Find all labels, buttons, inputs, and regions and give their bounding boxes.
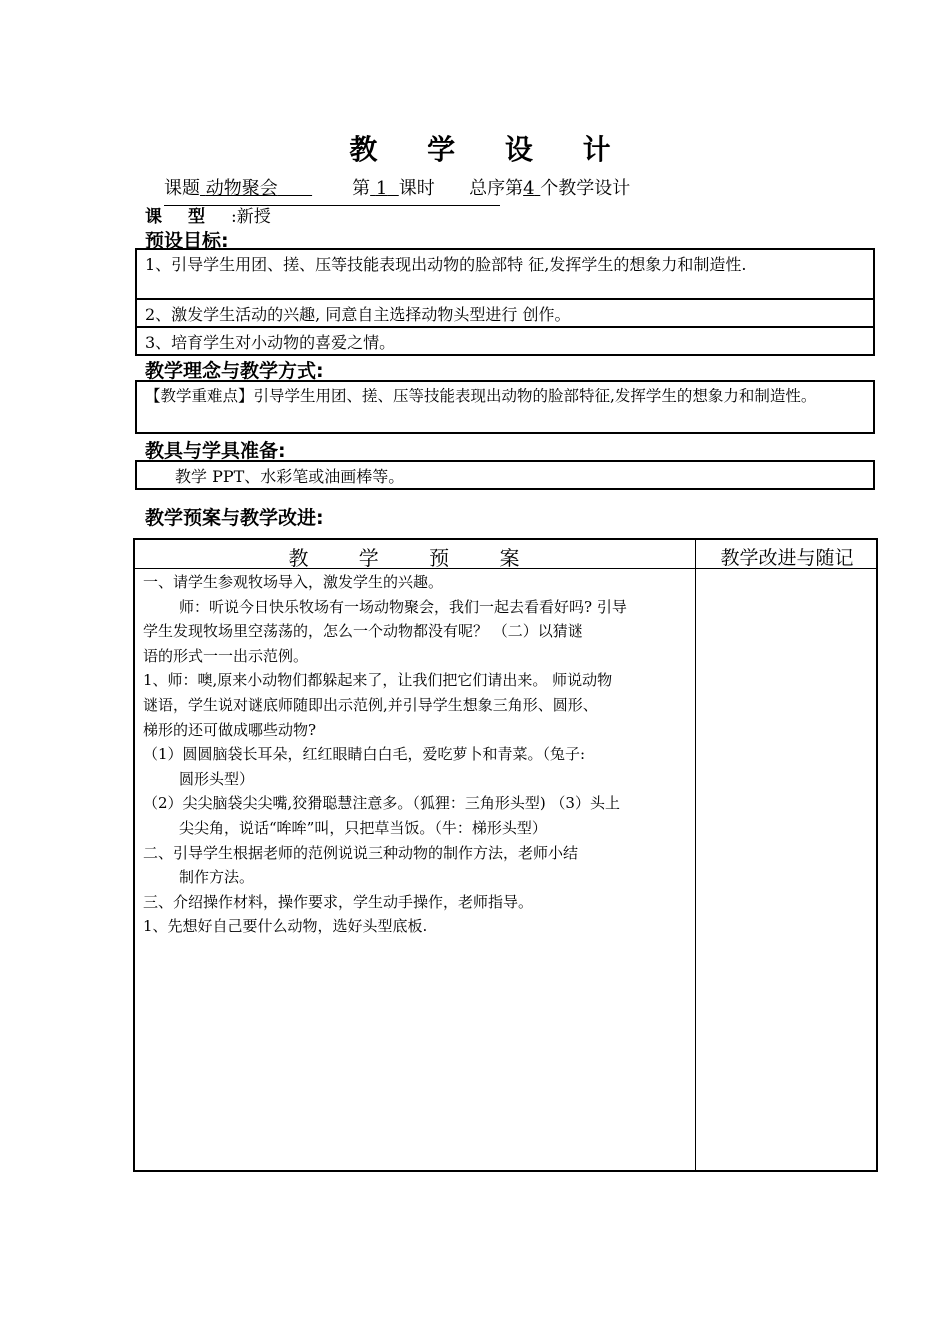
plan-line: 谜语，学生说对谜底师随即出示范例,并引导学生想象三角形、圆形、 [143,695,598,714]
plan-table [133,538,878,1172]
lesson-type [145,202,271,227]
philosophy-text: 【教学重难点】引导学生用团、搓、压等技能表现出动物的脸部特征,发挥学生的想象力和制造性。 [145,387,817,405]
plan-heading: 教学预案与教学改进: [145,507,324,529]
topic-label: 课题 [164,178,200,199]
plan-line: 二、引导学生根据老师的范例说说三种动物的制作方法，老师小结 [143,843,579,862]
plan-line: 1、先想好自己要什么动物，选好头型底板. [143,917,428,936]
goals-box [135,248,875,356]
plan-line: 语的形式一一出示范例。 [143,646,309,665]
philosophy-box [135,380,875,434]
plan-line: 1、师：噢,原来小动物们都躲起来了，让我们把它们请出来。 师说动物 [143,671,613,690]
goals-heading: 预设目标: [145,230,229,252]
plan-line: 制作方法。 [179,868,255,887]
goal-item: 2、激发学生活动的兴趣, 同意自主选择动物头型进行 创作。 [137,300,873,328]
page-title: 教 学 设 计 [349,133,631,166]
plan-line: 学生发现牧场里空荡荡的，怎么一个动物都没有呢？ （二）以猜谜 [143,622,583,641]
plan-line: 一、请学生参观牧场导入，激发学生的兴趣。 [143,573,444,591]
lesson-type-value: :新授 [231,207,271,227]
plan-column-header: 教 学 预 案 [288,546,542,570]
plan-line: 师：听说今日快乐牧场有一场动物聚会，我们一起去看看好吗? 引导 [179,597,627,616]
plan-line: 尖尖角，说话“哞哞”叫，只把草当饭。（牛：梯形头型） [179,818,547,837]
materials-text: 教学 PPT、水彩笔或油画棒等。 [175,467,405,486]
seq-number: 4 [523,178,535,199]
header-divider [135,568,876,569]
lesson-meta [164,174,630,200]
seq-prefix: 总序第 [469,178,524,199]
notes-column-header: 教学改进与随记 [720,547,854,569]
lesson-suffix: 课时 [398,178,435,199]
plan-line: （2）尖尖脑袋尖尖嘴,狡猾聪慧注意多。（狐狸：三角形头型) （3）头上 [143,794,620,813]
materials-box [135,460,875,490]
seq-suffix: 个教学设计 [540,178,631,199]
goal-item: 3、培育学生对小动物的喜爱之情。 [145,333,396,352]
lesson-type-label: 课型 [145,207,231,227]
plan-line: 圆形头型） [179,769,255,788]
plan-line: 梯形的还可做成哪些动物? [143,720,317,739]
philosophy-heading: 教学理念与教学方式: [145,360,324,382]
topic-value: 动物聚会 [205,178,278,199]
plan-line: 三、介绍操作材料，操作要求，学生动手操作，老师指导。 [143,892,534,911]
lesson-prefix: 第 [352,178,371,199]
materials-heading: 教具与学具准备: [145,440,286,462]
lesson-number: 1 [375,178,388,199]
plan-content [143,570,691,939]
goal-item: 1、引导学生用团、搓、压等技能表现出动物的脸部特 征,发挥学生的想象力和制造性. [137,250,873,300]
plan-line: （1）圆圆脑袋长耳朵，红红眼睛白白毛，爱吃萝卜和青菜。（兔子: [143,745,586,764]
column-divider [695,540,696,1170]
